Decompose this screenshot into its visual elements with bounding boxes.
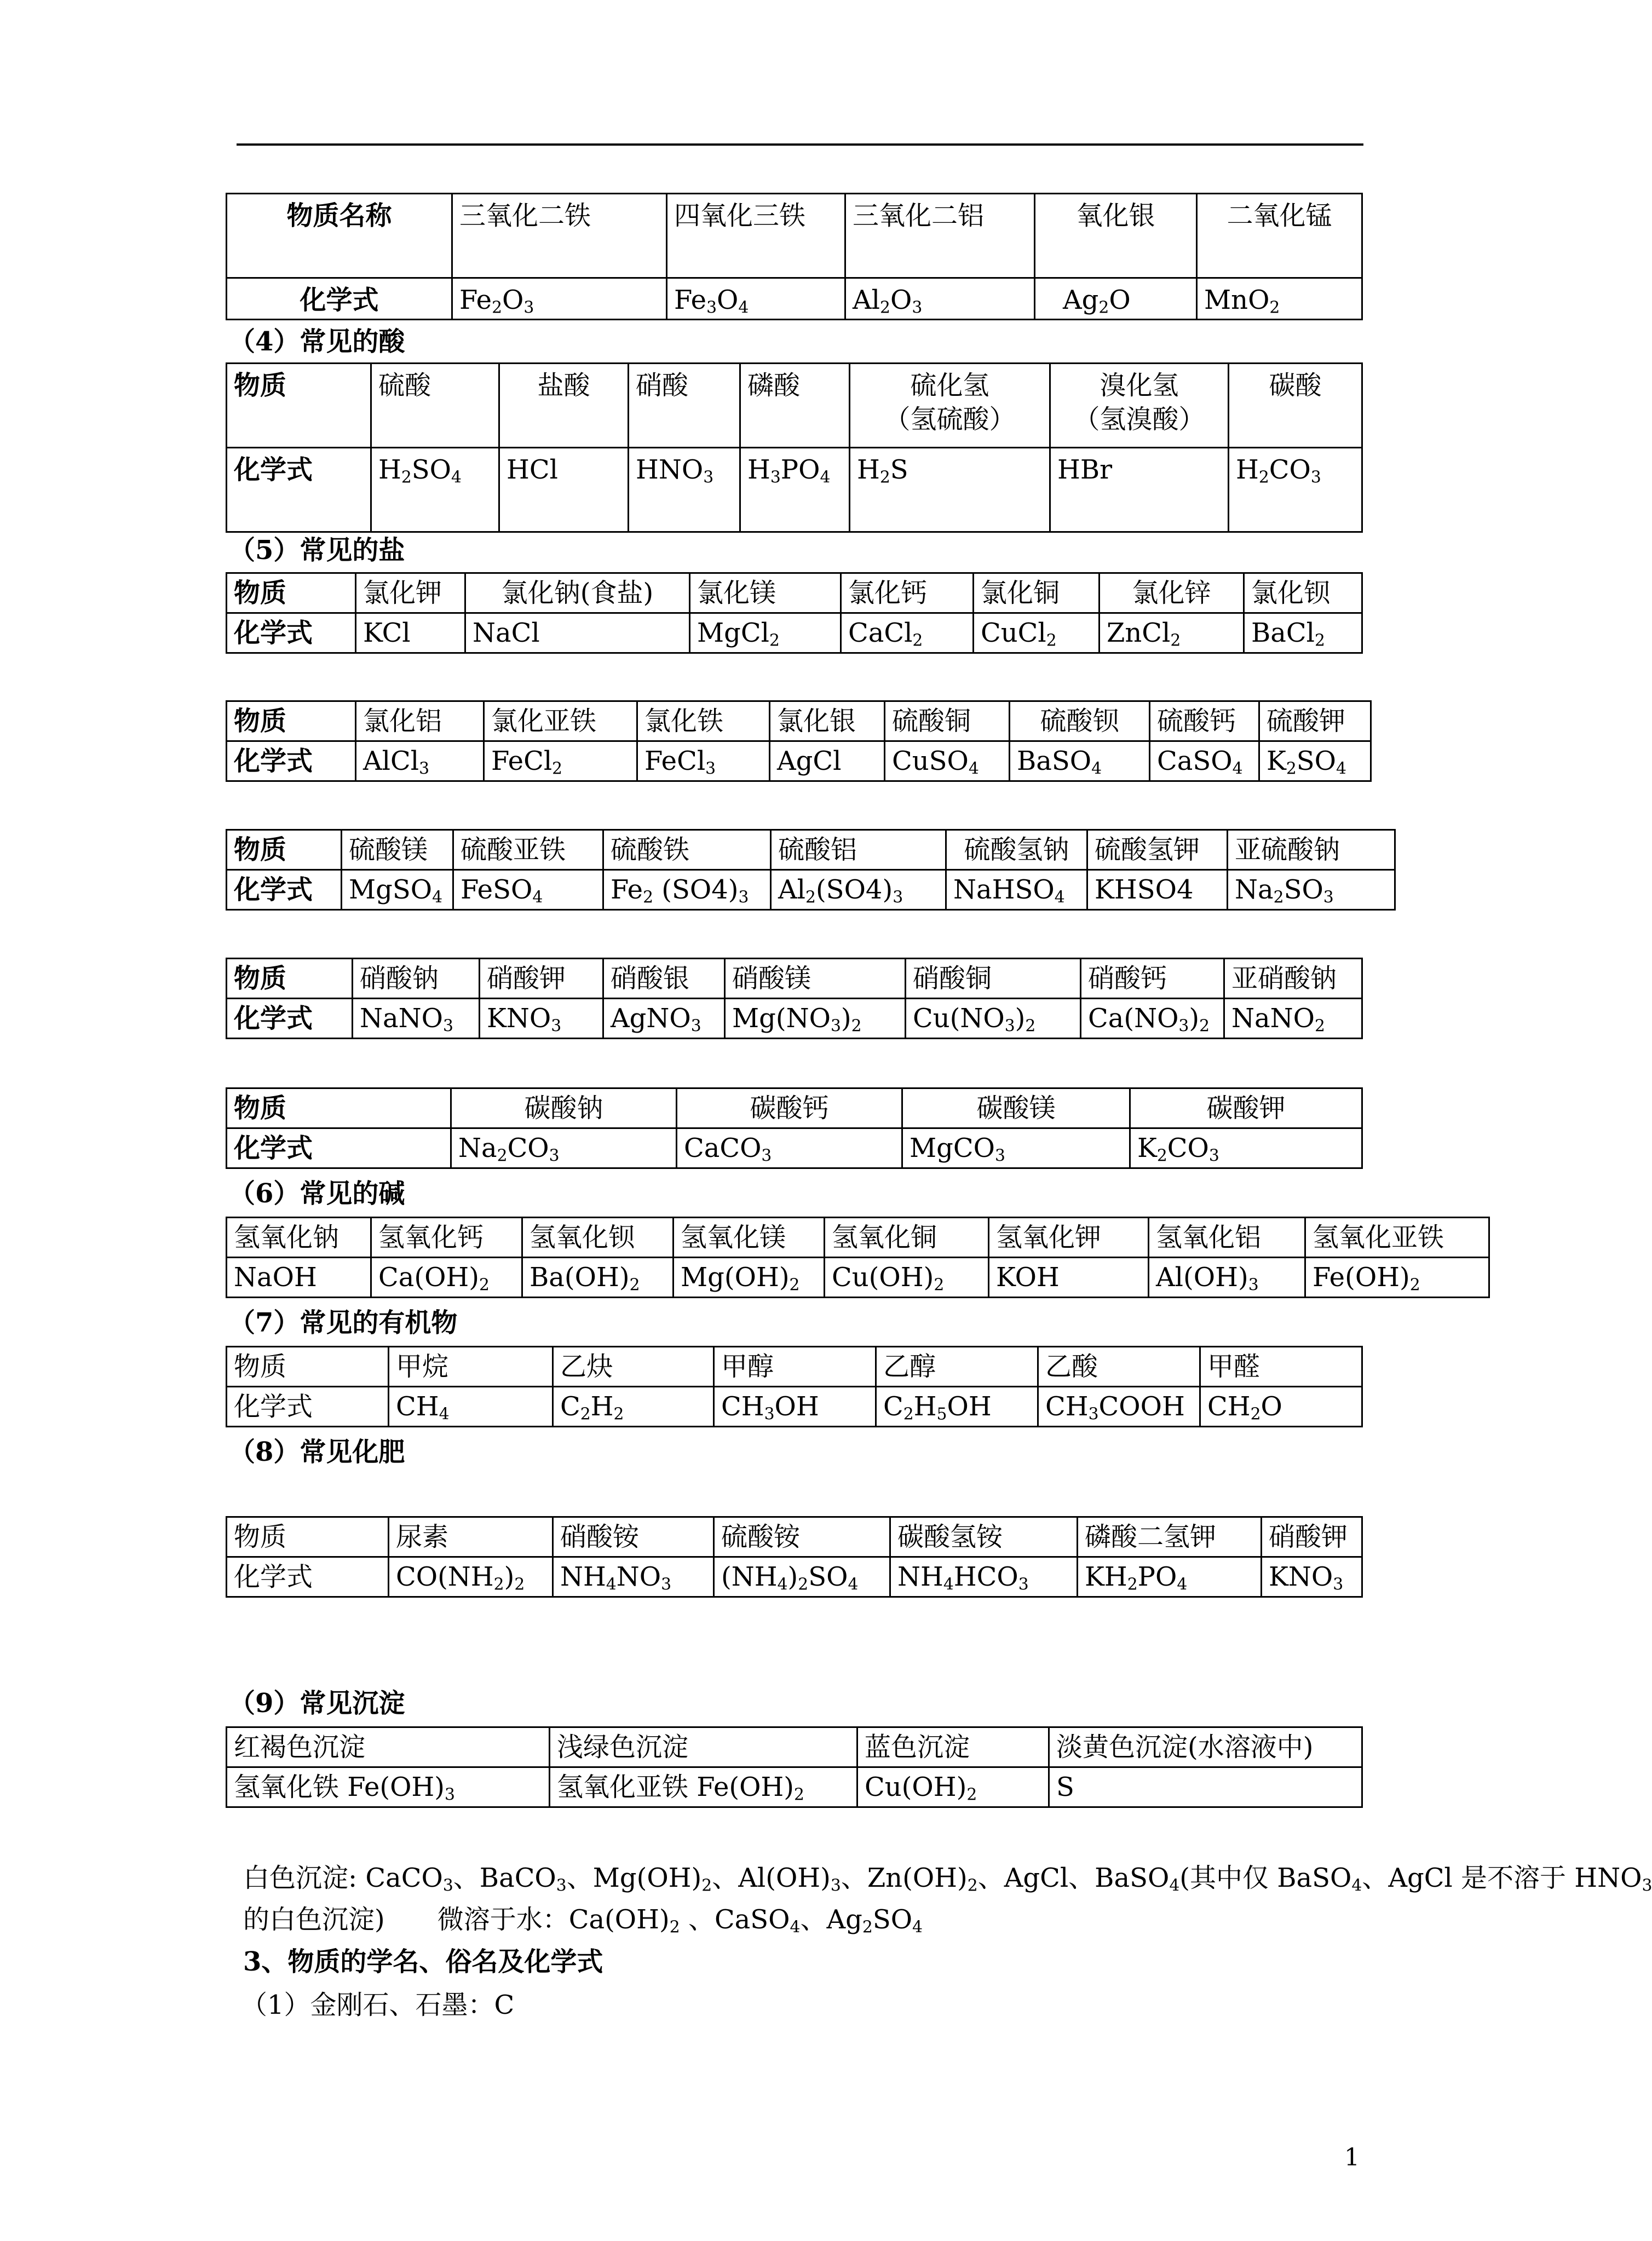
salts4-formula-label: 化学式: [227, 999, 353, 1039]
fertilizers-header-label: 物质: [227, 1517, 389, 1557]
salt-name: 氯化钠(食盐): [465, 573, 690, 613]
salt-name: 氯化钡: [1244, 573, 1362, 613]
organic-name: 乙醇: [876, 1347, 1038, 1387]
salts3-header-label: 物质: [227, 830, 342, 870]
oxide-formula-2: $Fe_3O_4$: [667, 278, 845, 320]
salt-formula: CaSO$_4$: [1150, 741, 1259, 781]
fertilizers-table: [226, 1516, 1363, 1598]
oxides-table: [226, 193, 1363, 320]
salts3-formula-label: 化学式: [227, 870, 342, 910]
white-precipitates-line2: 的白色沉淀) 微溶于水：$Ca(OH)_2$ 、CaSO$_4$、$Ag_2SO_4$: [243, 1904, 923, 1937]
base-name: 氢氧化铝: [1149, 1218, 1305, 1258]
fertilizers-title: （8）常见化肥: [229, 1437, 405, 1467]
fertilizer-formula: $KNO_3$: [1262, 1557, 1362, 1597]
salt-formula: $Ca(NO_3)_2$: [1081, 999, 1224, 1039]
fertilizer-formula: $(NH_4)_2SO_4$: [714, 1557, 890, 1597]
salt-formula: FeCl$_3$: [637, 741, 770, 781]
salt-name: 氯化银: [770, 701, 885, 741]
organics-table: [226, 1346, 1363, 1427]
fertilizer-name: 硝酸铵: [553, 1517, 714, 1557]
salt-formula: KCl: [356, 613, 465, 653]
fertilizer-formula: $KH_2PO_4$: [1078, 1557, 1262, 1597]
salt-name: 氯化镁: [690, 573, 841, 613]
oxide-formula-1: $Fe_2O_3$: [452, 278, 667, 320]
salts-table-3: [226, 829, 1396, 911]
fertilizer-name: 磷酸二氢钾: [1078, 1517, 1262, 1557]
precipitate-formula: S: [1049, 1767, 1362, 1807]
white-precipitates-line1: 白色沉淀: CaCO$_3$、BaCO$_3$、$Mg(OH)_2$、$Al(OH)_3$、$Zn(OH)_2$、AgCl、BaSO$_4$(其中仅 BaSO$_4$、AgCl 是不溶于 $HNO_3$: [243, 1863, 1652, 1896]
bases-table: [226, 1217, 1490, 1298]
organic-name: 乙炔: [553, 1347, 714, 1387]
organic-formula: $CH_3COOH$: [1038, 1387, 1200, 1427]
salt-name: 硝酸银: [603, 959, 725, 999]
salts1-formula-label: 化学式: [227, 613, 356, 653]
salt-formula: CuSO$_4$: [885, 741, 1010, 781]
base-formula: $Cu(OH)_2$: [825, 1258, 989, 1298]
fertilizer-formula: $NH_4HCO_3$: [890, 1557, 1078, 1597]
salt-formula: ZnCl$_2$: [1100, 613, 1244, 653]
acid-formula-1: $H_2SO_4$: [371, 448, 499, 532]
acids-formula-label: 化学式: [227, 448, 371, 532]
fertilizer-name: 尿素: [389, 1517, 553, 1557]
base-name: 氢氧化铜: [825, 1218, 989, 1258]
salt-formula: FeSO$_4$: [453, 870, 603, 910]
acid-formula-3: $HNO_3$: [629, 448, 740, 532]
salt-formula: KHSO4: [1087, 870, 1228, 910]
organic-formula: $C_2H_5OH$: [876, 1387, 1038, 1427]
salt-formula: $Mg(NO_3)_2$: [725, 999, 906, 1039]
oxide-name-4: 氧化银: [1035, 194, 1197, 278]
salt-formula: BaCl$_2$: [1244, 613, 1362, 653]
salt-name: 氯化铜: [974, 573, 1100, 613]
oxide-formula-5: MnO$_2$: [1197, 278, 1362, 320]
base-name: 氢氧化钡: [522, 1218, 674, 1258]
salt-formula: AgNO$_3$: [603, 999, 725, 1039]
acid-name-1: 硫酸: [371, 364, 499, 448]
salt-formula: $Na_2CO_3$: [451, 1128, 677, 1168]
base-formula: $Ba(OH)_2$: [522, 1258, 674, 1298]
oxides-header-label: 物质名称: [227, 194, 452, 278]
precipitates-title: （9）常见沉淀: [229, 1688, 405, 1719]
fertilizers-formula-label: 化学式: [227, 1557, 389, 1597]
acid-name-7: 碳酸: [1229, 364, 1362, 448]
salt-name: 硫酸铝: [771, 830, 946, 870]
organic-name: 甲醛: [1200, 1347, 1362, 1387]
salt-formula: AgCl: [770, 741, 885, 781]
base-formula: $Fe(OH)_2$: [1305, 1258, 1489, 1298]
oxide-name-3: 三氧化二铝: [845, 194, 1035, 278]
precipitate-color: 蓝色沉淀: [857, 1727, 1049, 1767]
acid-formula-2: HCl: [499, 448, 629, 532]
acid-name-3: 硝酸: [629, 364, 740, 448]
salts5-formula-label: 化学式: [227, 1128, 451, 1168]
organic-formula: $C_2H_2$: [553, 1387, 714, 1427]
salts4-header-label: 物质: [227, 959, 353, 999]
acids-table: [226, 362, 1363, 533]
salt-name: 硫酸镁: [342, 830, 453, 870]
precipitate-formula: 氢氧化亚铁 $Fe(OH)_2$: [550, 1767, 857, 1807]
salt-formula: MgCO$_3$: [902, 1128, 1130, 1168]
base-formula: NaOH: [227, 1258, 371, 1298]
salts1-header-label: 物质: [227, 573, 356, 613]
salt-formula: FeCl$_2$: [484, 741, 637, 781]
salt-formula: $Cu(NO_3)_2$: [906, 999, 1081, 1039]
fertilizer-name: 硝酸钾: [1262, 1517, 1362, 1557]
salt-name: 碳酸钠: [451, 1088, 677, 1128]
fertilizer-formula: $NH_4NO_3$: [553, 1557, 714, 1597]
acid-formula-5: $H_2S$: [850, 448, 1050, 532]
precipitate-color: 红褐色沉淀: [227, 1727, 550, 1767]
salts2-header-label: 物质: [227, 701, 356, 741]
base-formula: $Al(OH)_3$: [1149, 1258, 1305, 1298]
salt-name: 硝酸钠: [353, 959, 480, 999]
precipitate-formula: 氢氧化铁 $Fe(OH)_3$: [227, 1767, 550, 1807]
organic-formula: $CH_3OH$: [714, 1387, 876, 1427]
salts-table-5: [226, 1087, 1363, 1169]
organic-name: 乙酸: [1038, 1347, 1200, 1387]
salt-formula: NaCl: [465, 613, 690, 653]
salt-formula: $Na_2SO_3$: [1228, 870, 1395, 910]
salt-name: 亚硫酸钠: [1228, 830, 1395, 870]
salt-name: 氯化亚铁: [484, 701, 637, 741]
salt-name: 硫酸铜: [885, 701, 1010, 741]
base-formula: $Ca(OH)_2$: [371, 1258, 522, 1298]
salt-name: 硝酸铜: [906, 959, 1081, 999]
oxide-name-2: 四氧化三铁: [667, 194, 845, 278]
salt-name: 氯化钾: [356, 573, 465, 613]
salt-formula: $Fe_2$ $(SO4)_3$: [603, 870, 771, 910]
salts-table-1: [226, 572, 1363, 654]
base-name: 氢氧化钠: [227, 1218, 371, 1258]
organics-formula-label: 化学式: [227, 1387, 389, 1427]
base-name: 氢氧化钾: [989, 1218, 1149, 1258]
salt-name: 硫酸铁: [603, 830, 771, 870]
organic-name: 甲烷: [389, 1347, 553, 1387]
salts-table-4: [226, 958, 1363, 1039]
acid-formula-7: $H_2CO_3$: [1229, 448, 1362, 532]
salt-formula: BaSO$_4$: [1010, 741, 1150, 781]
salt-name: 硝酸镁: [725, 959, 906, 999]
salt-formula: $K_2CO_3$: [1130, 1128, 1362, 1168]
salts-table-2: [226, 700, 1372, 782]
salt-formula: $K_2SO_4$: [1259, 741, 1371, 781]
header-rule: [237, 143, 1363, 146]
base-name: 氢氧化镁: [674, 1218, 825, 1258]
organics-title: （7）常见的有机物: [229, 1307, 458, 1338]
fertilizer-name: 硫酸铵: [714, 1517, 890, 1557]
base-formula: KOH: [989, 1258, 1149, 1298]
page-number: 1: [1344, 2144, 1360, 2171]
acid-formula-6: HBr: [1050, 448, 1229, 532]
organic-name: 甲醇: [714, 1347, 876, 1387]
salt-formula: CaCO$_3$: [677, 1128, 902, 1168]
oxide-name-5: 二氧化锰: [1197, 194, 1362, 278]
organic-formula: $CH_2O$: [1200, 1387, 1362, 1427]
organic-formula: $CH_4$: [389, 1387, 553, 1427]
salt-name: 碳酸镁: [902, 1088, 1130, 1128]
acids-header-label: 物质: [227, 364, 371, 448]
salt-formula: $KNO_3$: [480, 999, 603, 1039]
salt-formula: NaNO$_2$: [1224, 999, 1362, 1039]
oxides-formula-label: 化学式: [227, 278, 452, 320]
salt-name: 硝酸钾: [480, 959, 603, 999]
salt-name: 碳酸钙: [677, 1088, 902, 1128]
fertilizer-name: 碳酸氢铵: [890, 1517, 1078, 1557]
acid-name-2: 盐酸: [499, 364, 629, 448]
salt-name: 硫酸氢钾: [1087, 830, 1228, 870]
salt-name: 亚硝酸钠: [1224, 959, 1362, 999]
salt-name: 氯化铁: [637, 701, 770, 741]
precipitate-formula: $Cu(OH)_2$: [857, 1767, 1049, 1807]
acid-name-5: 硫化氢 （氢硫酸）: [850, 364, 1050, 448]
base-formula: $Mg(OH)_2$: [674, 1258, 825, 1298]
organics-header-label: 物质: [227, 1347, 389, 1387]
oxide-name-1: 三氧化二铁: [452, 194, 667, 278]
salt-name: 硫酸钡: [1010, 701, 1150, 741]
salt-name: 硝酸钙: [1081, 959, 1224, 999]
oxide-formula-3: $Al_2O_3$: [845, 278, 1035, 320]
salt-formula: $Al_2(SO4)_3$: [771, 870, 946, 910]
precipitate-color: 淡黄色沉淀(水溶液中): [1049, 1727, 1362, 1767]
salt-formula: MgSO$_4$: [342, 870, 453, 910]
salts2-formula-label: 化学式: [227, 741, 356, 781]
bases-title: （6）常见的碱: [229, 1178, 405, 1209]
salt-formula: MgCl$_2$: [690, 613, 841, 653]
salt-formula: CaCl$_2$: [841, 613, 974, 653]
acid-name-4: 磷酸: [740, 364, 850, 448]
base-name: 氢氧化亚铁: [1305, 1218, 1489, 1258]
acid-name-6: 溴化氢 （氢溴酸）: [1050, 364, 1229, 448]
salt-name: 硫酸亚铁: [453, 830, 603, 870]
salt-name: 硫酸钙: [1150, 701, 1259, 741]
salt-formula: AlCl$_3$: [356, 741, 484, 781]
salt-name: 硫酸氢钠: [946, 830, 1087, 870]
oxide-formula-4: $Ag_2O$: [1035, 278, 1197, 320]
salt-formula: CuCl$_2$: [974, 613, 1100, 653]
fertilizer-formula: $CO(NH_2)_2$: [389, 1557, 553, 1597]
salt-formula: NaNO$_3$: [353, 999, 480, 1039]
salt-name: 氯化铝: [356, 701, 484, 741]
section3-title: 3、物质的学名、俗名及化学式: [243, 1946, 603, 1977]
precipitates-table: [226, 1726, 1363, 1808]
salts5-header-label: 物质: [227, 1088, 451, 1128]
acid-formula-4: $H_3PO_4$: [740, 448, 850, 532]
acids-title: （4）常见的酸: [229, 326, 405, 357]
precipitate-color: 浅绿色沉淀: [550, 1727, 857, 1767]
salt-formula: NaHSO$_4$: [946, 870, 1087, 910]
base-name: 氢氧化钙: [371, 1218, 522, 1258]
salt-name: 氯化钙: [841, 573, 974, 613]
salt-name: 氯化锌: [1100, 573, 1244, 613]
salts-title: （5）常见的盐: [229, 535, 405, 566]
salt-name: 碳酸钾: [1130, 1088, 1362, 1128]
section3-item1: （1）金刚石、石墨：C: [241, 1990, 515, 2020]
salt-name: 硫酸钾: [1259, 701, 1371, 741]
